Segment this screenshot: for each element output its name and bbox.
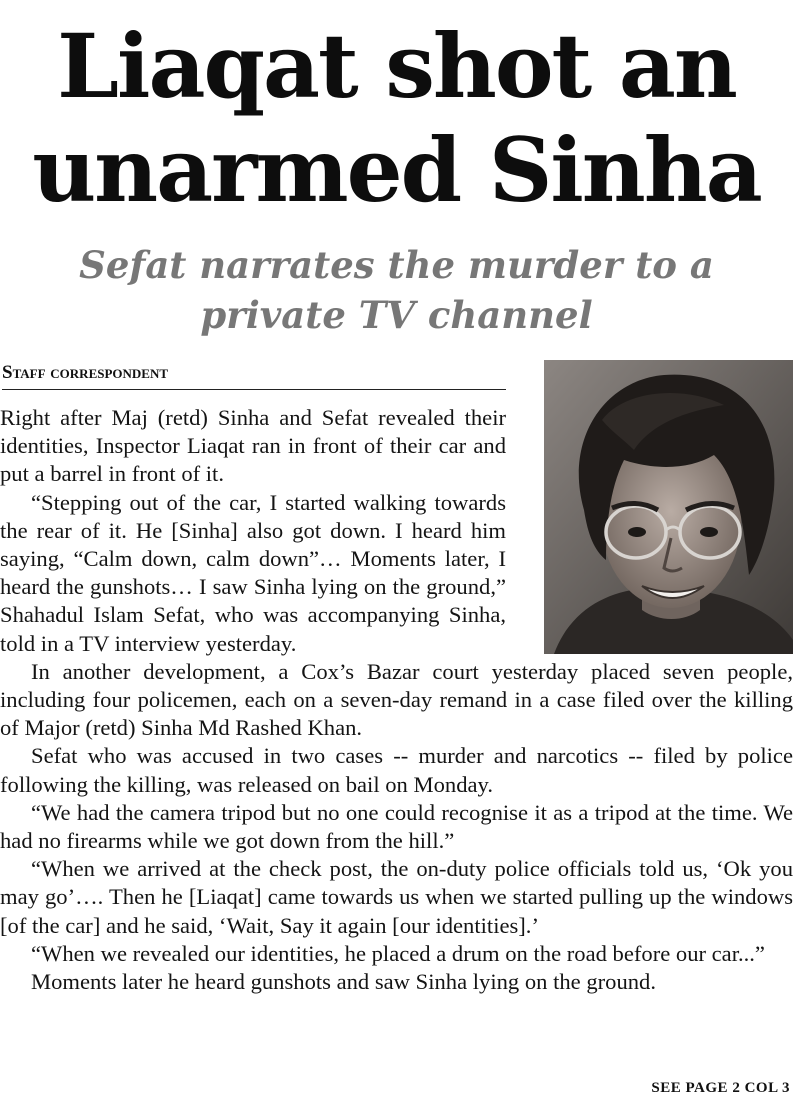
subheadline-line-1: Sefat narrates the murder to a xyxy=(79,243,714,287)
paragraph-8: Moments later he heard gunshots and saw Sinha lying on the ground. xyxy=(31,969,656,995)
subheadline-line-2: private TV channel xyxy=(200,293,593,337)
paragraph-2: “Stepping out of the car, I started walking towards the rear of it. He [Sinha] also got down. I heard him saying, “Calm down, calm down”… Moments later, I heard the gunshots… I saw Sinha lying on the ground,” Shahadul Islam Sefat, who was accompanying Sinha, told in a TV interview yesterday. xyxy=(0,489,506,656)
headline-line-1: Liaqat shot an xyxy=(57,14,736,118)
headline xyxy=(0,14,793,222)
continuation-note: SEE PAGE 2 COL 3 xyxy=(651,1080,790,1096)
headline-line-2: unarmed Sinha xyxy=(32,118,761,222)
paragraph-3: In another development, a Cox’s Bazar court yesterday placed seven people, including four policemen, each on a seven-day remand in a case filed over the killing of Major (retd) Sinha Md Rashed Khan. xyxy=(0,658,793,741)
article-body xyxy=(0,404,793,996)
byline: Staff correspondent xyxy=(2,362,506,390)
paragraph-5: “We had the camera tripod but no one could recognise it as a tripod at the time. We had no firearms while we got down from the hill.” xyxy=(0,799,793,854)
paragraph-7: “When we revealed our identities, he placed a drum on the road before our car...” xyxy=(31,940,765,966)
paragraph-6: “When we arrived at the check post, the on-duty police officials told us, ‘Ok you may go’…. Then he [Liaqat] came towards us when we started pulling up the windows [of the car] and he said, ‘Wait, Say it again [our identities].’ xyxy=(0,856,793,938)
paragraph-4: Sefat who was accused in two cases -- murder and narcotics -- filed by police following the killing, was released on bail on Monday. xyxy=(0,743,793,797)
subheadline xyxy=(0,240,793,340)
paragraph-1: Right after Maj (retd) Sinha and Sefat revealed their identities, Inspector Liaqat ran in front of their car and put a barrel in front of it. xyxy=(0,405,506,487)
